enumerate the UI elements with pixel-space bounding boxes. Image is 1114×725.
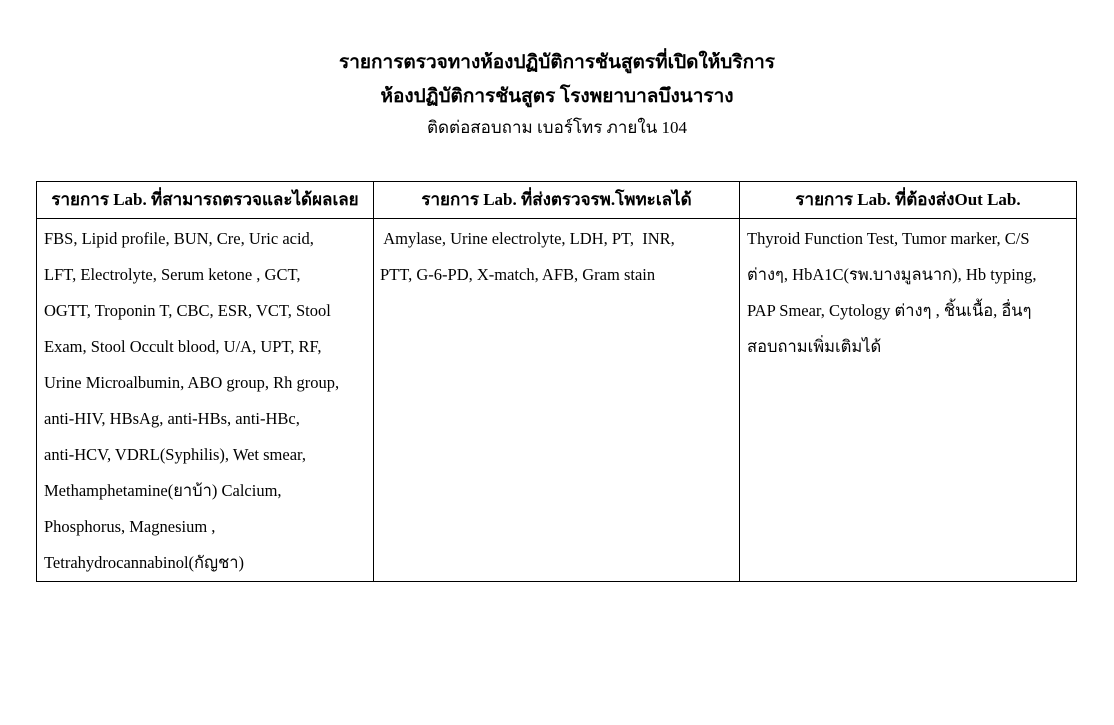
list-item: OGTT, Troponin T, CBC, ESR, VCT, Stool [44, 301, 331, 320]
list-item: ต่างๆ, HbA1C(รพ.บางมูลนาก), Hb typing, [747, 265, 1037, 284]
table-header-row [37, 182, 1077, 219]
list-item: สอบถามเพิ่มเติมได้ [747, 337, 882, 356]
list-item: Amylase, Urine electrolyte, LDH, PT, INR, [380, 229, 675, 248]
list-item: LFT, Electrolyte, Serum ketone , GCT, [44, 265, 301, 284]
column-header-out-lab: รายการ Lab. ที่ต้องส่งOut Lab. [740, 182, 1077, 219]
document-header [0, 48, 1114, 140]
list-item: PAP Smear, Cytology ต่างๆ , ชิ้นเนื้อ, อื่นๆ [747, 301, 1032, 320]
list-item: Phosphorus, Magnesium , [44, 517, 216, 536]
list-item: PTT, G-6-PD, X-match, AFB, Gram stain [380, 265, 656, 284]
list-item: anti-HIV, HBsAg, anti-HBs, anti-HBc, [44, 409, 300, 428]
list-item: Exam, Stool Occult blood, U/A, UPT, RF, [44, 337, 322, 356]
document-subtitle: ห้องปฏิบัติการชันสูตร โรงพยาบาลบึงนาราง [380, 86, 734, 107]
list-item: Urine Microalbumin, ABO group, Rh group, [44, 373, 340, 392]
list-item: FBS, Lipid profile, BUN, Cre, Uric acid, [44, 229, 314, 248]
document-title: รายการตรวจทางห้องปฏิบัติการชันสูตรที่เปิดให้บริการ [339, 52, 775, 73]
referral-lab-cell [374, 219, 740, 582]
in-house-lab-cell [37, 219, 374, 582]
lab-list-table [36, 181, 1077, 582]
column-header-referral-hospital: รายการ Lab. ที่ส่งตรวจรพ.โพทะเลได้ [374, 182, 740, 219]
column-header-in-house: รายการ Lab. ที่สามารถตรวจและได้ผลเลย [37, 182, 374, 219]
list-item: Thyroid Function Test, Tumor marker, C/S [747, 229, 1030, 248]
list-item: anti-HCV, VDRL(Syphilis), Wet smear, [44, 445, 307, 464]
table-row [37, 219, 1077, 582]
contact-info: ติดต่อสอบถาม เบอร์โทร ภายใน 104 [426, 118, 688, 137]
list-item: Methamphetamine(ยาบ้า) Calcium, [44, 481, 282, 500]
list-item: Tetrahydrocannabinol(กัญชา) [44, 553, 245, 572]
out-lab-cell [740, 219, 1077, 582]
